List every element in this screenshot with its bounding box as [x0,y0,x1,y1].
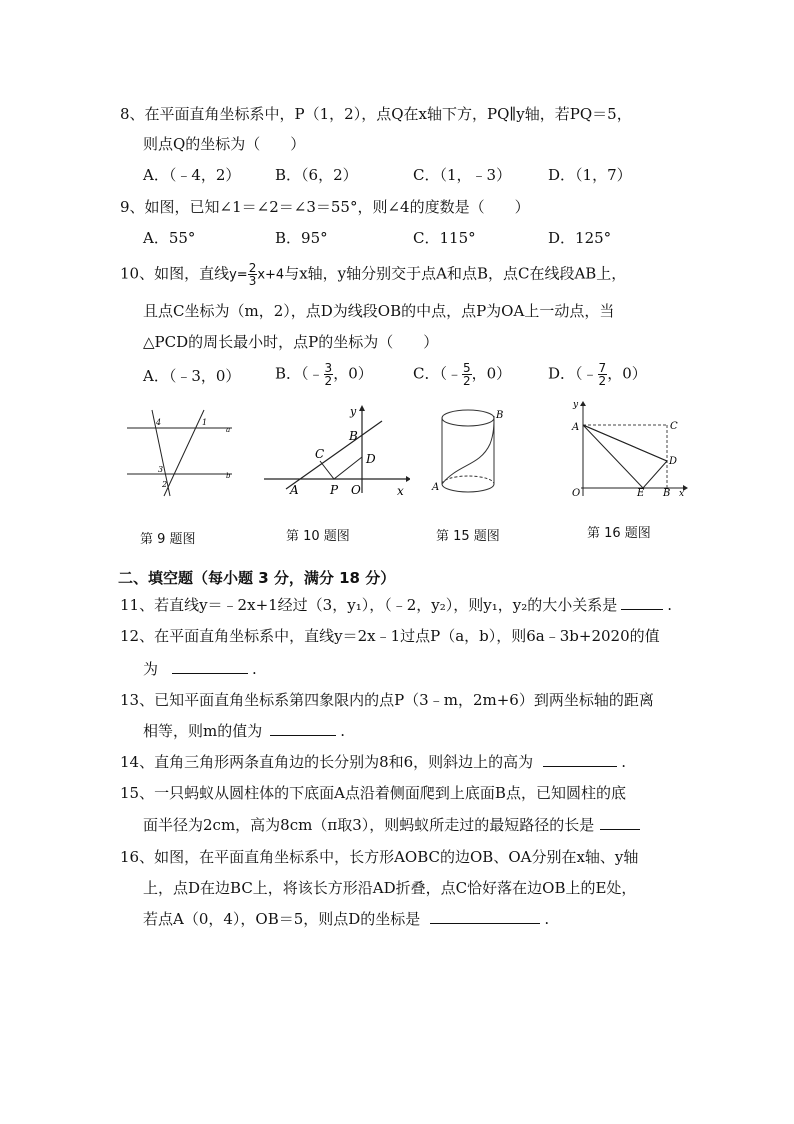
q10-line3: △PCD的周长最小时，点P的坐标为（ ） [143,333,439,351]
fig9-transversal-2 [164,410,204,496]
q16-line1: 16、如图，在平面直角坐标系中，长方形AOBC的边OB、OA分别在x轴、y轴 [120,848,639,866]
q10-optc-fraction [462,362,472,387]
fig10-y-arrow [359,405,365,411]
fig9-label-b: b [226,472,231,480]
q15-line2 [143,815,644,835]
q14-answer-blank[interactable] [543,752,617,767]
q11-line [120,595,672,615]
q11-text: 11、若直线y＝﹣2x+1经过（3，y₁），（﹣2，y₂），则y₁，y₂的大小关系是 [120,596,618,614]
fig10-x-arrow [406,476,410,482]
q10-fraction [248,262,258,287]
q10-option-c [413,362,511,387]
q9-option-c: C．115° [413,229,476,247]
q10-optb-den: 2 [324,374,333,388]
q10-optb-fraction [324,362,334,387]
q13-end: . [340,722,346,740]
q8-option-a: A．（﹣4，2） [143,166,241,184]
q14-end: . [621,753,626,771]
q10-optd-num: 7 [598,361,607,375]
q15-text: 面半径为2cm，高为8cm（π取3），则蚂蚁所走过的最短路径的长是 [143,816,595,834]
fig10-label-a: A [290,483,299,497]
q10-optb-minus: ﹣ [308,364,324,383]
fig16-fold-ad [583,425,667,461]
caption-figure-15: 第 15 题图 [436,529,500,544]
fig15-bottom-front [442,484,494,492]
q8-line2: 则点Q的坐标为（ ） [143,135,306,153]
q12-line1: 12、在平面直角坐标系中，直线y＝2x﹣1过点P（a，b），则6a﹣3b+2020的值 [120,627,660,645]
q8-line1: 8、在平面直角坐标系中，P（1，2），点Q在x轴下方，PQ∥y轴，若PQ＝5， [120,105,632,123]
fig9-label-2: 2 [162,480,168,489]
q10-optc-num: 5 [463,361,471,375]
q10-optc-tail: ，0） [471,364,512,383]
q16-line3 [143,909,549,929]
q10-optd-den: 2 [598,374,607,388]
q10-option-b [275,362,373,387]
fig10-label-x: x [397,484,404,498]
q10-pre: 10、如图，直线 [120,264,230,283]
q10-optb-tail: ，0） [333,364,373,383]
q12-prefix: 为 [143,660,159,678]
fig16-label-e: E [637,488,645,499]
fig16-triangle-ade [583,425,667,488]
q9-option-b: B．95° [275,229,328,247]
q15-line1: 15、一只蚂蚁从圆柱体的下底面A点沿着侧面爬到上底面B点，已知圆柱的底 [120,784,626,802]
q9-option-d: D．125° [548,229,612,247]
q16-end: . [544,910,550,928]
fig10-label-b: B [349,429,358,443]
fig9-label-1: 1 [202,418,208,427]
q13-answer-blank[interactable] [270,721,336,736]
q10-optd-tail: ，0） [607,364,647,383]
q10-optb-num: 3 [324,361,333,375]
q12-line2 [143,659,257,679]
q12-end: . [252,660,257,678]
q10-option-a: A．（﹣3，0） [143,367,241,385]
q10-option-d [548,362,647,387]
fig16-y-arrow [580,401,586,406]
q16-text: 若点A（0，4），OB＝5，则点D的坐标是 [143,910,421,928]
q12-answer-blank[interactable] [172,659,248,674]
q8-option-b: B．（6，2） [275,166,358,184]
q10-frac-den: 3 [248,274,257,288]
figure-9 [122,408,242,498]
q14-text: 14、直角三角形两条直角边的长分别为8和6，则斜边上的高为 [120,753,534,771]
caption-figure-10: 第 10 题图 [286,529,350,544]
q8-option-d: D．（1，7） [548,166,632,184]
fig16-label-a: A [572,422,580,433]
q10-line1 [120,262,626,287]
caption-figure-16: 第 16 题图 [587,526,651,541]
q13-line1: 13、已知平面直角坐标系第四象限内的点P（3﹣m，2m+6）到两坐标轴的距离 [120,691,654,709]
q15-answer-blank[interactable] [600,815,640,830]
q10-optc-minus: ﹣ [446,364,462,383]
section-2-title: 二、填空题（每小题 3 分，满分 18 分） [118,569,396,587]
q10-optd-label: D．（ [548,364,583,383]
q9-option-a: A．55° [143,229,196,247]
fig16-label-y: y [573,400,579,410]
fig15-bottom-back [442,476,494,484]
q10-eq-y: y= [229,267,248,283]
fig15-top-ellipse [442,410,494,426]
q10-line2: 且点C坐标为（m，2），点D为线段OB的中点，点P为OA上一动点，当 [143,302,615,320]
q13-prefix: 相等，则m的值为 [143,722,263,740]
q10-eq-rest: x+4 [257,267,285,283]
q16-answer-blank[interactable] [430,909,540,924]
fig16-label-c: C [670,421,678,432]
q10-post: 与x轴，y轴分别交于点A和点B，点C在线段AB上， [284,264,627,283]
q13-line2 [143,721,345,741]
figure-15 [428,404,518,504]
fig16-label-x: x [679,489,685,499]
q11-answer-blank[interactable] [621,595,663,610]
fig15-label-a: A [432,482,440,493]
figure-10 [260,403,410,498]
q8-option-c: C．（1，﹣3） [413,166,512,184]
fig10-label-y: y [350,405,357,418]
q10-optd-fraction [598,362,608,387]
fig9-label-4: 4 [156,418,162,427]
q10-optd-minus: ﹣ [582,364,598,383]
fig10-label-d: D [366,452,376,466]
fig16-label-d: D [669,456,678,467]
fig15-label-b: B [496,410,504,421]
fig9-label-3: 3 [158,465,164,474]
q10-optc-den: 2 [463,374,471,388]
fig10-label-c: C [315,447,325,461]
fig10-label-p: P [330,483,339,497]
figure-16 [565,400,690,500]
fig16-label-o: O [572,488,581,499]
caption-figure-9: 第 9 题图 [140,532,196,547]
q11-end: . [667,596,672,614]
fig16-label-b: B [663,488,671,499]
fig10-label-o: O [351,483,361,497]
q14-line [120,752,626,772]
q10-optb-label: B．（ [275,364,309,383]
fig9-label-a: a [226,426,231,434]
q10-frac-num: 2 [248,261,257,275]
q9-line1: 9、如图，已知∠1＝∠2＝∠3＝55°，则∠4的度数是（ ） [120,198,530,216]
q10-optc-label: C．（ [413,364,447,383]
q16-line2: 上，点D在边BC上，将该长方形沿AD折叠，点C恰好落在边OB上的E处， [143,879,637,897]
